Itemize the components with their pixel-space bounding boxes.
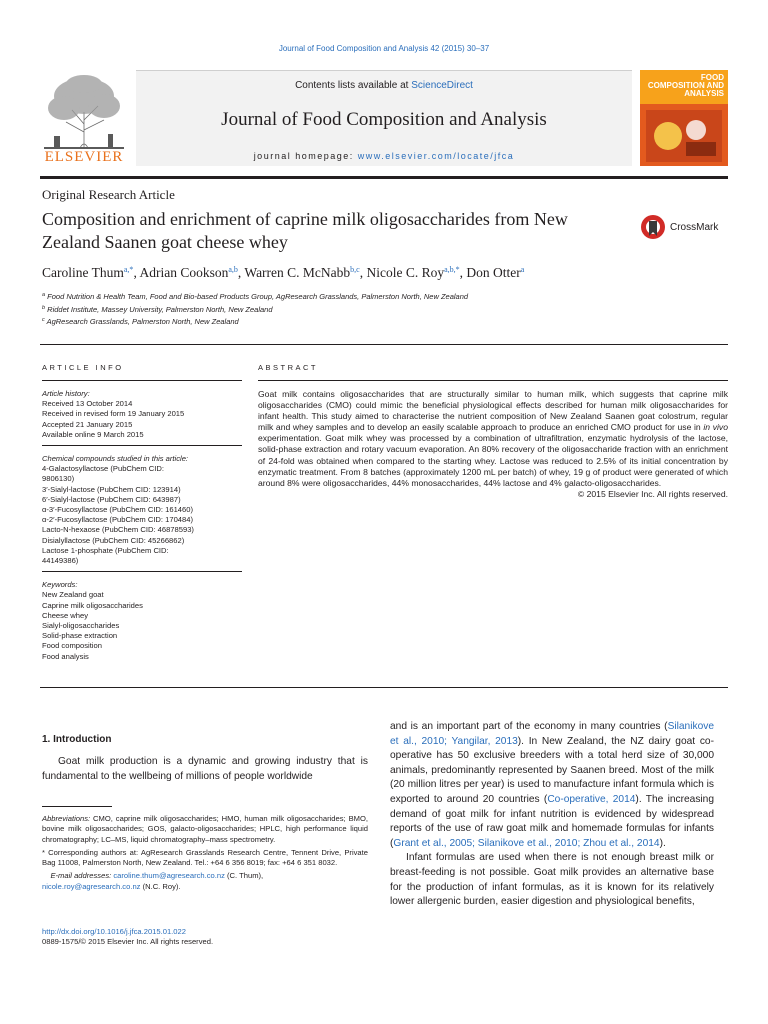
contents-line xyxy=(136,80,632,91)
body-text: ). In New Zealand, the NZ dairy goat co-operative has 50 exclusive breeders with a total herd size of 30,000 animals, predominantly represented by Saanen breed. Most of the milk (20 million litres per year) is used to manufacture infant formula which is exported to around 20 countries ( xyxy=(390,735,714,805)
email-link[interactable]: caroline.thum@agresearch.co.nz xyxy=(113,871,225,881)
article-title: Composition and enrichment of caprine milk oligosaccharides from New Zealand Saanen goat cheese whey xyxy=(42,209,568,252)
masthead-banner xyxy=(136,70,632,166)
compound-item: 3′-Sialyl-lactose (PubChem CID: 123914) xyxy=(42,484,181,494)
history-item: Accepted 21 January 2015 xyxy=(42,419,133,429)
article-history xyxy=(42,389,242,440)
compound-item: 4-Galactosyllactose (PubChem CID: xyxy=(42,464,164,474)
article-history-label: Article history: xyxy=(42,389,90,398)
corresponding-author-footnote: * Corresponding authors at: AgResearch Grasslands Research Centre, Tennent Drive, Private Bag 11008, Palmerston North, New Zealand. Tel.: +64 6 356 8019; fax: +64 6 351 8032. xyxy=(42,847,368,868)
affiliations xyxy=(42,290,468,328)
elsevier-tree-icon xyxy=(44,74,124,150)
abstract-text-part: experimentation. Goat milk whey was processed by a combination of ultrafiltration, enzymatic hydrolysis of the lactose, solid-phase extraction and rotary vacuum evaporation. An 80% recovery of the oligosaccharide fraction with an enrichment of 24-fold was obtained when compared to the starting whey. Lactose was reduced to 2.5% of its initial concentration by enzymatic treatment. From 8 batches (approximately 1200 mL per batch) of whey, 19 g of product were generated of which around 8% were oligosaccharides, 44% monosaccharides, 44% lactose and 4% galacto-oligosaccharides. xyxy=(258,433,728,488)
compound-item: α-2′-Fucosyllactose (PubChem CID: 170484) xyxy=(42,515,193,525)
affiliation-marker: a xyxy=(42,292,46,298)
affiliation-text: AgResearch Grasslands, Palmerston North, New Zealand xyxy=(46,317,239,326)
header-rule xyxy=(40,176,728,179)
cover-title: FOOD COMPOSITION AND ANALYSIS xyxy=(647,73,724,98)
footnotes xyxy=(42,814,368,895)
author-list xyxy=(42,265,524,281)
info-divider xyxy=(42,445,242,446)
cover-artwork-icon xyxy=(646,110,722,162)
author-affiliation-marker[interactable]: a,b,* xyxy=(444,265,460,274)
crossmark-button[interactable] xyxy=(640,214,730,242)
email-owner: (N.C. Roy). xyxy=(140,881,181,891)
affiliation-item xyxy=(42,290,468,303)
journal-citation[interactable]: Journal of Food Composition and Analysis 42 (2015) 30–37 xyxy=(278,44,490,53)
abstract-italic: in vivo xyxy=(703,422,729,433)
citation-link[interactable]: Grant et al., 2005; Silanikove et al., 2010; Zhou et al., 2014 xyxy=(393,837,660,849)
body-right-column xyxy=(390,720,714,910)
abstract-heading: ABSTRACT xyxy=(258,363,319,372)
affiliation-item xyxy=(42,303,468,316)
elsevier-logo[interactable] xyxy=(40,70,128,166)
abstract-text-part: Goat milk contains oligosaccharides that are structurally similar to human milk, which suggests that caprine milk oligosaccharides (CMO) could mimic the beneficial physiological effects described for human milk oligosaccharides for infant health. This study aimed to characterise the nutrient composition of New Zealand Saanen goat colostrum, regular milk and whey samples and to develop an easily scalable approach to produce an enriched CMO product for use in xyxy=(258,389,728,433)
keywords xyxy=(42,580,242,662)
body-left-column xyxy=(42,734,368,784)
abstract-rule xyxy=(258,380,728,381)
journal-homepage-link[interactable]: www.elsevier.com/locate/jfca xyxy=(357,151,515,161)
citation-link[interactable]: Co-operative, 2014 xyxy=(547,793,636,805)
article-info-rule xyxy=(42,380,242,381)
introduction-heading: 1. Introduction xyxy=(42,734,112,745)
email-link[interactable]: nicole.roy@agresearch.co.nz xyxy=(42,881,141,891)
author-affiliation-marker[interactable]: a,b xyxy=(228,265,238,274)
compound-item: Lacto-N-hexaose (PubChem CID: 46878593) xyxy=(42,525,194,535)
article-type: Original Research Article xyxy=(42,187,175,202)
abbreviations-text: CMO, caprine milk oligosaccharides; HMO, human milk oligosaccharides; BMO, bovine milk oligosaccharides; GOS, galacto-oligosaccharides; HPLC, high performance liquid chromatography; LC–MS, liquid chromatography–mass spectrometry. xyxy=(42,814,368,844)
journal-name: Journal of Food Composition and Analysis xyxy=(221,109,547,130)
footnote-rule xyxy=(42,806,112,807)
affiliation-item xyxy=(42,315,468,328)
compounds-label: Chemical compounds studied in this article: xyxy=(42,454,189,464)
abstract-copyright: © 2015 Elsevier Inc. All rights reserved. xyxy=(577,488,728,499)
email-owner: (C. Thum), xyxy=(224,871,264,881)
compound-item: α-3′-Fucosyllactose (PubChem CID: 161460) xyxy=(42,505,193,515)
email-footnote xyxy=(42,871,368,892)
compound-item: 6′-Sialyl-lactose (PubChem CID: 643987) xyxy=(42,494,181,504)
keyword-item: Caprine milk oligosaccharides xyxy=(42,600,143,610)
compound-item: 44149386) xyxy=(42,556,79,566)
abstract-panel xyxy=(258,363,728,499)
info-divider xyxy=(42,571,242,572)
history-item: Received in revised form 19 January 2015 xyxy=(42,409,185,419)
homepage-prefix: journal homepage: xyxy=(253,151,358,161)
body-paragraph xyxy=(390,720,714,851)
keyword-item: New Zealand goat xyxy=(42,590,104,600)
article-info-panel xyxy=(42,363,242,662)
history-item: Available online 9 March 2015 xyxy=(42,429,144,439)
article-info-heading: ARTICLE INFO xyxy=(42,363,124,372)
affiliation-text: Riddet Institute, Massey University, Palmerston North, New Zealand xyxy=(47,304,273,314)
introduction-paragraph: Goat milk production is a dynamic and growing industry that is fundamental to the wellbeing of millions of people worldwide xyxy=(42,756,368,782)
author-name[interactable]: Don Otter xyxy=(466,265,521,280)
body-text: ). The increasing demand of goat milk for infant nutrition is evidenced by widespread reports of the use of raw goat milk and homemade formulas for infants ( xyxy=(390,793,715,849)
affiliation-text: Food Nutrition & Health Team, Food and Bio-based Products Group, AgResearch Grasslands, Palmerston North, New Zealand xyxy=(47,292,469,301)
keyword-item: Food composition xyxy=(42,641,102,651)
keywords-label: Keywords: xyxy=(42,580,78,590)
abbreviations-footnote xyxy=(42,814,368,845)
author-separator: , xyxy=(237,265,245,280)
author-affiliation-marker[interactable]: b,c xyxy=(350,265,360,274)
body-text: and is an important part of the economy in many countries ( xyxy=(390,721,668,732)
author-name[interactable]: Adrian Cookson xyxy=(139,265,229,280)
compound-item: Disialyllactose (PubChem CID: 45266862) xyxy=(42,535,185,545)
doi-link[interactable]: http://dx.doi.org/10.1016/j.jfca.2015.01.022 xyxy=(42,927,186,936)
author-name[interactable]: Warren C. McNabb xyxy=(244,265,351,280)
crossmark-icon xyxy=(640,214,666,240)
affiliation-marker: b xyxy=(42,304,46,311)
elsevier-wordmark: ELSEVIER xyxy=(44,149,124,165)
author-separator: , xyxy=(133,265,140,280)
body-paragraph: Infant formulas are used when there is not enough breast milk or breast-feeding is not possible. Goat milk provides an alternative base for the production of infant formulas, as it is known for its relatively lower allergenic burden, easier digestion and physiological benefits, xyxy=(390,852,714,908)
keyword-item: Cheese whey xyxy=(42,610,89,620)
abstract-text xyxy=(258,389,728,489)
author-separator: , xyxy=(359,265,367,280)
section-rule xyxy=(40,687,728,688)
author-affiliation-marker[interactable]: a,* xyxy=(123,265,134,274)
journal-masthead xyxy=(40,70,728,166)
author-name[interactable]: Nicole C. Roy xyxy=(366,265,445,280)
crossmark-label: CrossMark xyxy=(670,222,719,233)
history-item: Received 13 October 2014 xyxy=(42,399,133,409)
keyword-item: Sialyl-oligosaccharides xyxy=(42,621,120,631)
email-label: E-mail addresses: xyxy=(50,871,112,881)
doi-block xyxy=(42,927,368,948)
chemical-compounds xyxy=(42,454,242,566)
journal-cover-thumbnail[interactable] xyxy=(640,70,728,166)
author-affiliation-marker[interactable]: a xyxy=(520,265,525,274)
author-separator: , xyxy=(459,265,467,280)
homepage-line xyxy=(136,151,632,161)
body-text: ). xyxy=(659,837,666,849)
author-name[interactable]: Caroline Thum xyxy=(42,265,124,280)
keyword-item: Solid-phase extraction xyxy=(42,631,118,641)
contents-prefix: Contents lists available at xyxy=(295,80,412,91)
compound-item: Lactose 1-phosphate (PubChem CID: xyxy=(42,545,169,555)
citation-link[interactable]: Silanikove et al., 2010; Yangilar, 2013 xyxy=(390,721,714,747)
issn-line: 0889-1575/© 2015 Elsevier Inc. All rights reserved. xyxy=(42,937,214,947)
affiliation-marker: c xyxy=(42,317,45,323)
section-rule xyxy=(40,344,728,345)
abbreviations-label: Abbreviations: xyxy=(42,814,91,823)
keyword-item: Food analysis xyxy=(42,651,89,661)
compound-item: 9806130) xyxy=(42,474,75,484)
sciencedirect-link[interactable]: ScienceDirect xyxy=(411,80,473,91)
